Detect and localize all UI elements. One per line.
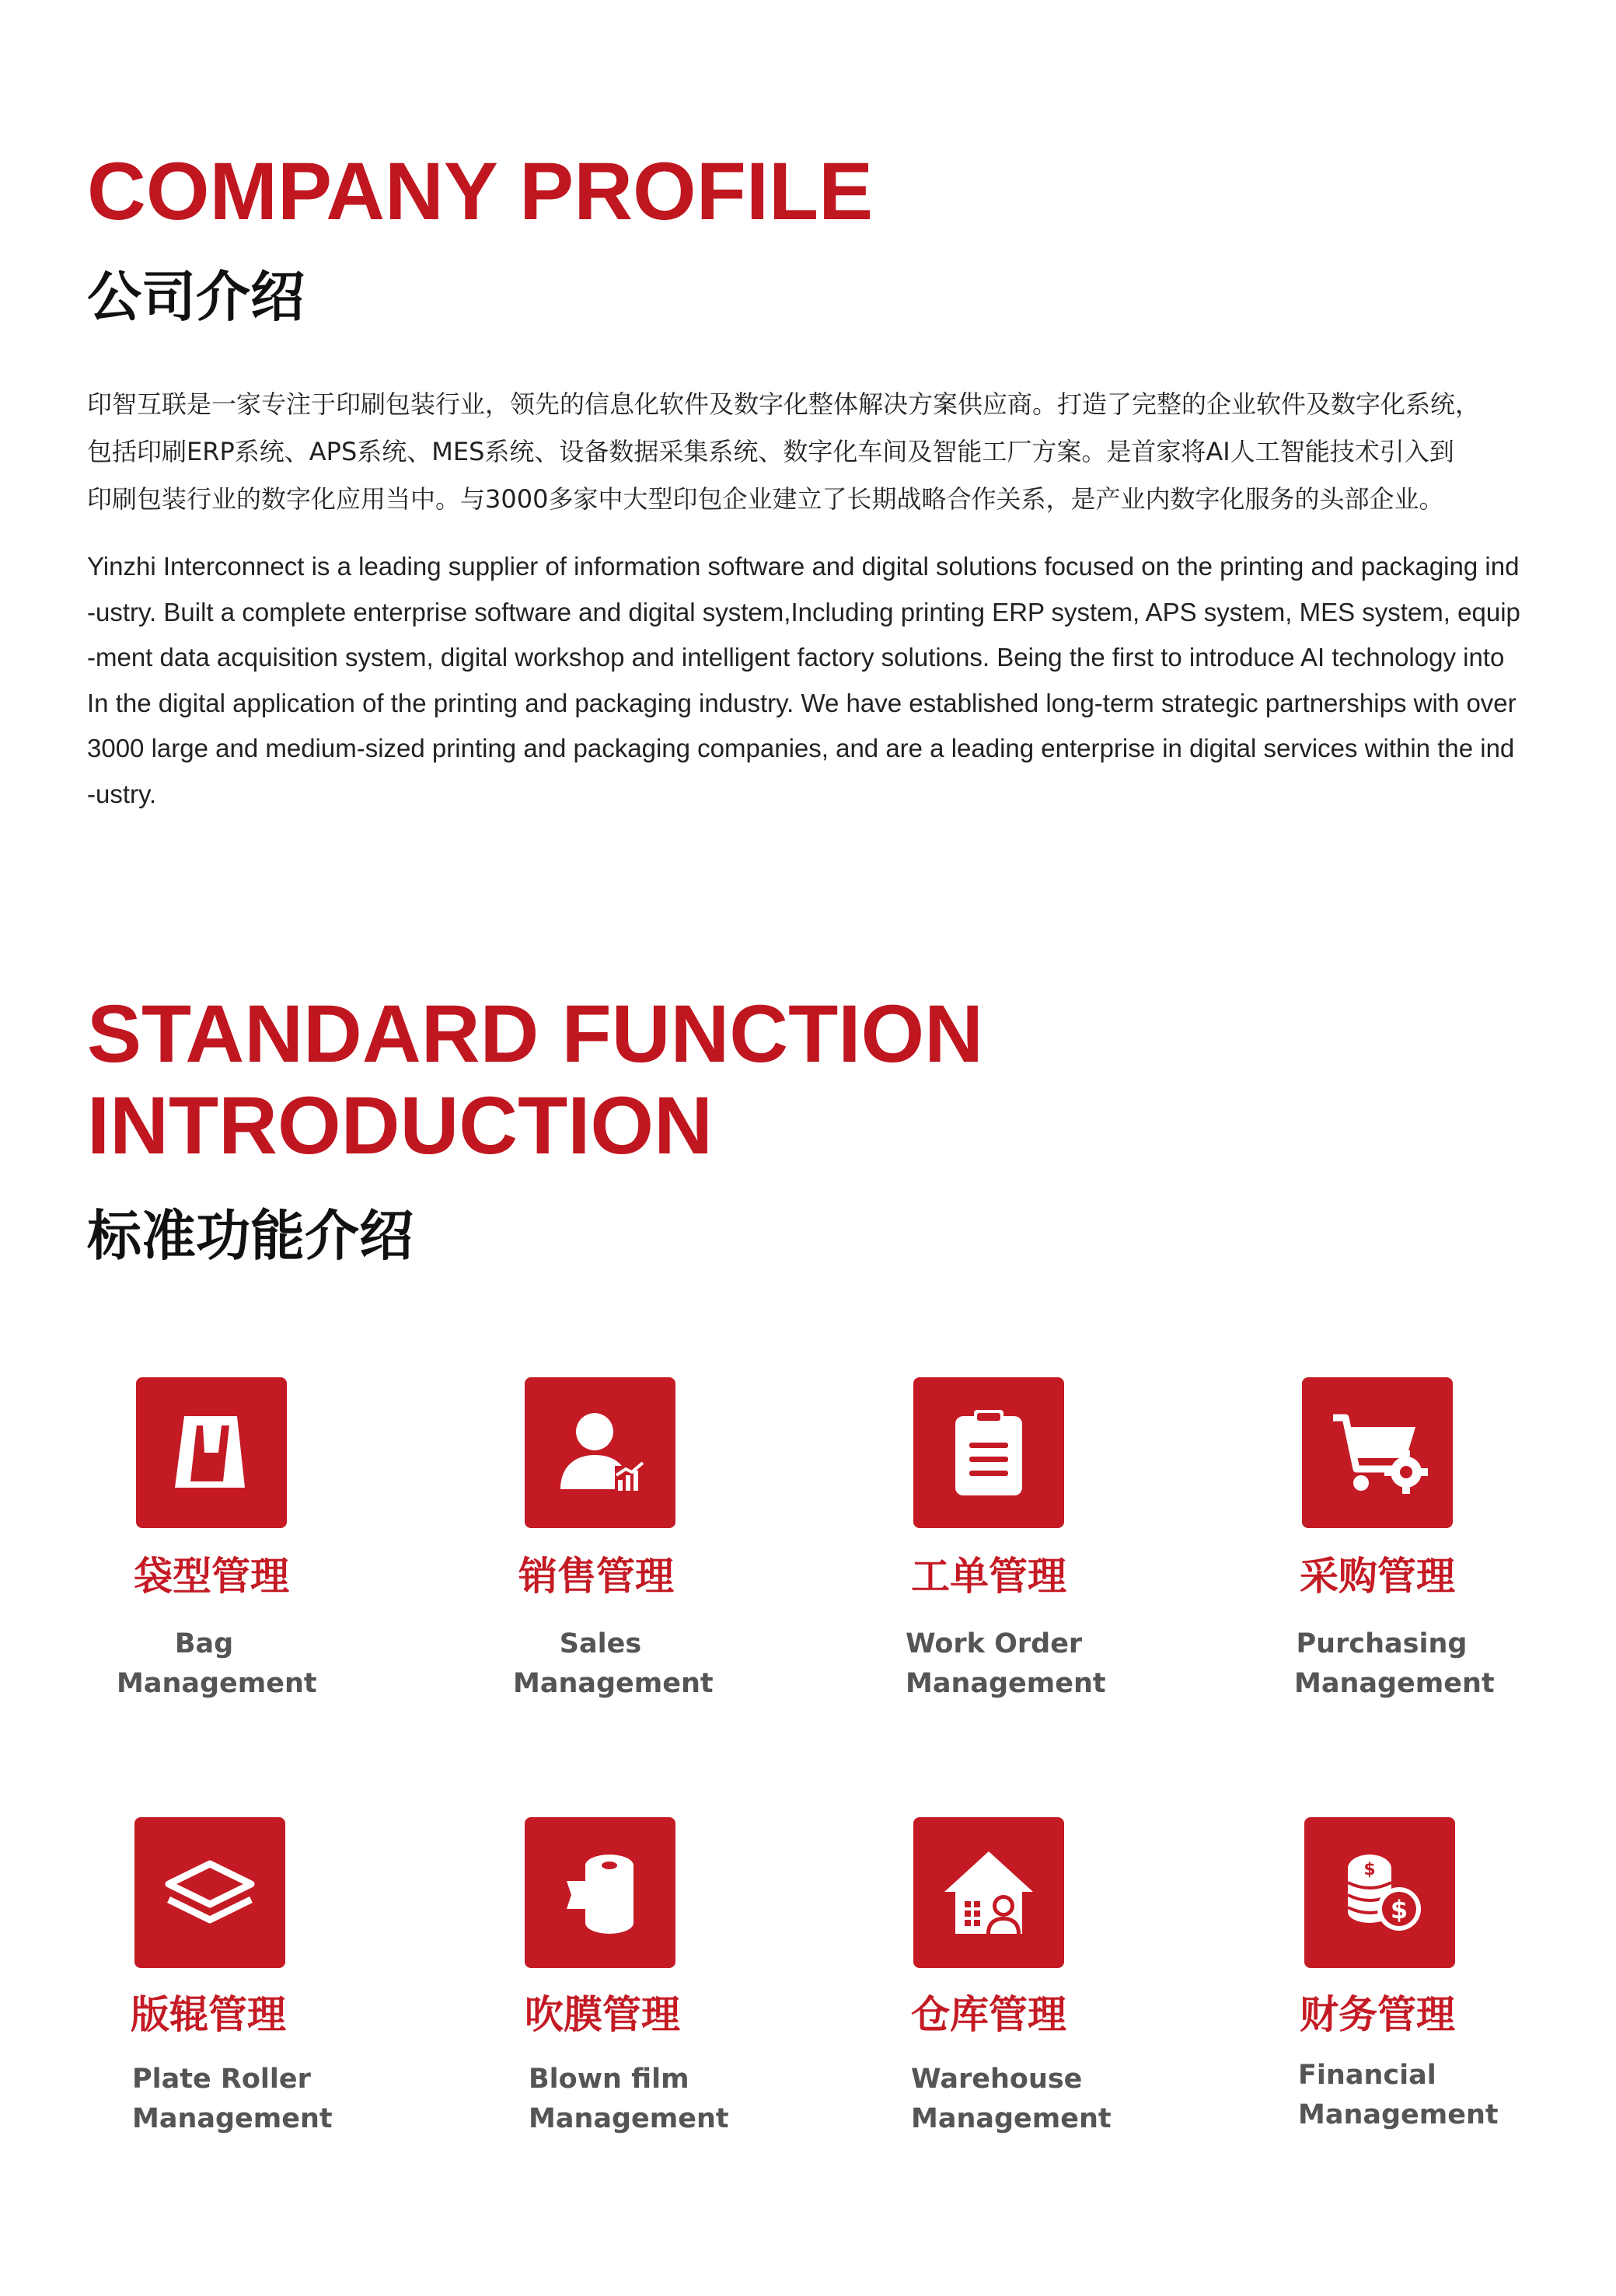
purchasing-management-tile[interactable] [1302, 1377, 1453, 1528]
profile-zh-line: 印智互联是一家专注于印刷包装行业，领先的信息化软件及数字化整体解决方案供应商。打造了完整的企业软件及数字化系统， [87, 389, 1481, 419]
work-order-management-en: Work Order Management [906, 1628, 1106, 1699]
blown-film-management-zh: 吹膜管理 [525, 1992, 680, 2037]
plate-roller-management-en: Plate Roller Management [132, 2064, 333, 2134]
warehouse-management-zh: 仓库管理 [911, 1992, 1066, 2037]
bag-management-zh: 袋型管理 [134, 1554, 289, 1599]
sales-person-chart-icon [542, 1394, 658, 1511]
functions-subtitle: 标准功能介绍 [87, 1204, 414, 1268]
sales-management-zh: 销售管理 [518, 1554, 674, 1599]
profile-en-line: -ustry. Built a complete enterprise software and digital system,Including printing ERP system, APS system, MES system, equip [87, 597, 1520, 626]
financial-management-tile[interactable] [1304, 1817, 1455, 1968]
warehouse-management-en: Warehouse Management [911, 2064, 1112, 2134]
work-order-management-zh: 工单管理 [911, 1554, 1066, 1599]
blown-film-management-en: Blown film Management [529, 2064, 729, 2134]
profile-zh-line: 印刷包装行业的数字化应用当中。与3000多家中大型印包企业建立了长期战略合作关系，是产业内数字化服务的头部企业。 [87, 484, 1444, 514]
warehouse-management-tile[interactable] [913, 1817, 1064, 1968]
warehouse-icon [930, 1834, 1047, 1951]
clipboard-icon [930, 1394, 1047, 1511]
svg-text:$: $ [1363, 1860, 1376, 1879]
financial-management-zh: 财务管理 [1300, 1992, 1455, 2037]
svg-text:$: $ [1390, 1895, 1408, 1924]
sales-management-tile[interactable] [525, 1377, 675, 1528]
bag-icon [153, 1394, 270, 1511]
film-roll-icon [542, 1834, 658, 1951]
profile-zh-line: 包括印刷ERP系统、APS系统、MES系统、设备数据采集系统、数字化车间及智能工厂方案。是首家将AI人工智能技术引入到 [87, 437, 1454, 466]
layers-icon [152, 1834, 268, 1951]
bag-management-en: Bag Management [117, 1628, 317, 1699]
profile-zh-paragraph [87, 381, 1480, 523]
profile-en-paragraph [87, 544, 1520, 817]
profile-en-line: -ment data acquisition system, digital workshop and intelligent factory solutions. Being the first to introduce AI technology into [87, 643, 1505, 672]
company-profile-subtitle: 公司介绍 [87, 265, 305, 329]
company-profile-title: COMPANY PROFILE [87, 146, 874, 237]
functions-title-line1: STANDARD FUNCTION [87, 989, 983, 1080]
plate-roller-management-zh: 版辊管理 [131, 1992, 286, 2037]
coins-icon [1321, 1834, 1438, 1951]
purchasing-management-en: Purchasing Management [1294, 1628, 1495, 1699]
profile-en-line: 3000 large and medium-sized printing and packaging companies, and are a leading enterprise in digital services within the ind [87, 734, 1515, 762]
functions-title-line2: INTRODUCTION [87, 1080, 713, 1171]
profile-en-line: In the digital application of the printing and packaging industry. We have established long-term strategic partnerships with over [87, 688, 1517, 717]
financial-management-en: Financial Management [1298, 2060, 1499, 2130]
purchasing-management-zh: 采购管理 [1300, 1554, 1455, 1599]
work-order-management-tile[interactable] [913, 1377, 1064, 1528]
profile-en-line: Yinzhi Interconnect is a leading supplier of information software and digital solutions focused on the printing and packaging ind [87, 552, 1520, 581]
bag-management-tile[interactable] [136, 1377, 287, 1528]
profile-en-line: -ustry. [87, 779, 157, 808]
sales-management-en: Sales Management [513, 1628, 714, 1699]
cart-gear-icon [1319, 1394, 1436, 1511]
blown-film-management-tile[interactable] [525, 1817, 675, 1968]
plate-roller-management-tile[interactable] [134, 1817, 285, 1968]
